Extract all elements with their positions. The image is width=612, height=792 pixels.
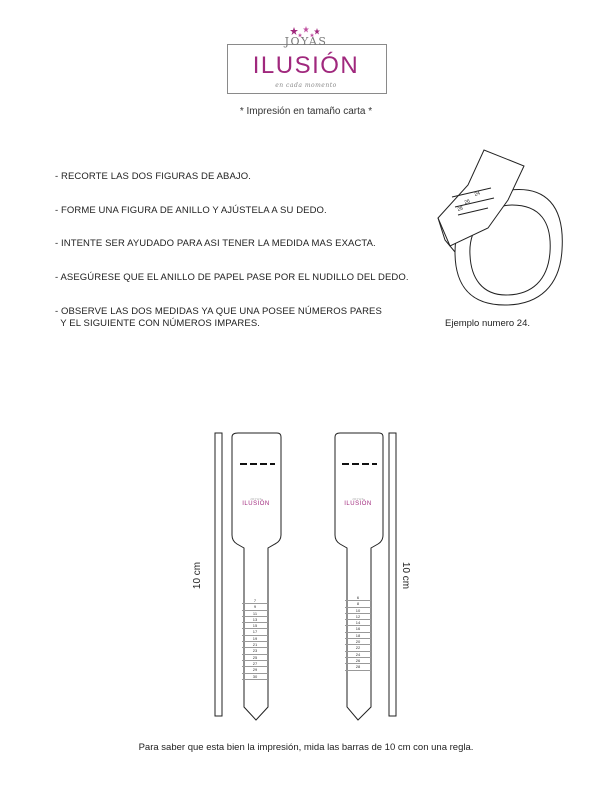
instruction-5-continued: Y EL SIGUIENTE CON NÚMEROS IMPARES. — [55, 318, 260, 329]
size-number: 25 — [242, 655, 268, 661]
strip-logo-right-top: JOYAS — [351, 497, 365, 501]
strip-left-numbers — [242, 598, 268, 680]
size-number: 21 — [242, 642, 268, 648]
ruler-bar-left — [215, 433, 222, 716]
strip-logo-left-top: JOYAS — [249, 497, 263, 501]
strip-logo-left — [236, 497, 276, 507]
size-number: 18 — [345, 633, 371, 639]
instruction-3: - INTENTE SER AYUDADO PARA ASI TENER LA MEDIDA MAS EXACTA. — [55, 238, 376, 249]
size-number: 19 — [242, 636, 268, 642]
size-number: 23 — [242, 648, 268, 654]
size-number: 9 — [242, 604, 268, 610]
size-number: 8 — [345, 601, 371, 607]
strip-right-numbers — [345, 595, 371, 671]
example-label: Ejemplo numero 24. — [445, 318, 531, 329]
instruction-2: - FORME UNA FIGURA DE ANILLO Y AJÚSTELA A SU DEDO. — [55, 205, 327, 216]
instruction-4: - ASEGÚRESE QUE EL ANILLO DE PAPEL PASE POR EL NUDILLO DEL DEDO. — [55, 272, 409, 283]
ring-strip-right — [335, 433, 383, 720]
size-number: 26 — [345, 658, 371, 664]
instruction-1: - RECORTE LAS DOS FIGURAS DE ABAJO. — [55, 171, 252, 182]
size-number: 6 — [345, 595, 371, 601]
logo-top-text: JOYAS — [284, 35, 328, 48]
size-number: 11 — [242, 611, 268, 617]
size-number: 30 — [242, 674, 268, 680]
size-number: 22 — [345, 645, 371, 651]
logo-name: ILUSIÓN — [252, 52, 360, 79]
size-number: 29 — [242, 667, 268, 673]
size-number: 14 — [345, 620, 371, 626]
size-number: 7 — [242, 598, 268, 604]
size-number: 28 — [345, 664, 371, 670]
size-number: 16 — [345, 626, 371, 632]
ruler-label-right: 10 cm — [400, 561, 412, 590]
size-number: 13 — [242, 617, 268, 623]
example-number-26: 26 — [463, 198, 471, 206]
size-number: 27 — [242, 661, 268, 667]
logo-tagline: en cada momento — [275, 82, 337, 89]
ruler-bar-right — [389, 433, 396, 716]
print-note: * Impresión en tamaño carta * — [239, 106, 373, 117]
instruction-5: - OBSERVE LAS DOS MEDIDAS YA QUE UNA POSEE NÚMEROS PARES — [55, 306, 382, 317]
size-number: 24 — [345, 652, 371, 658]
strip-logo-left-name: ILUSIÓN — [242, 501, 270, 507]
size-number: 10 — [345, 608, 371, 614]
strip-logo-right-name: ILUSIÓN — [344, 501, 372, 507]
ruler-label-left: 10 cm — [192, 561, 204, 590]
size-number: 17 — [242, 629, 268, 635]
size-number: 20 — [345, 639, 371, 645]
example-number-28: 28 — [456, 205, 464, 213]
bottom-note: Para saber que esta bien la impresión, mida las barras de 10 cm con una regla. — [138, 742, 474, 753]
strip-logo-right — [338, 497, 378, 507]
size-number: 12 — [345, 614, 371, 620]
size-number: 15 — [242, 623, 268, 629]
example-number-24: 24 — [473, 190, 481, 198]
example-ring-illustration — [438, 150, 562, 305]
